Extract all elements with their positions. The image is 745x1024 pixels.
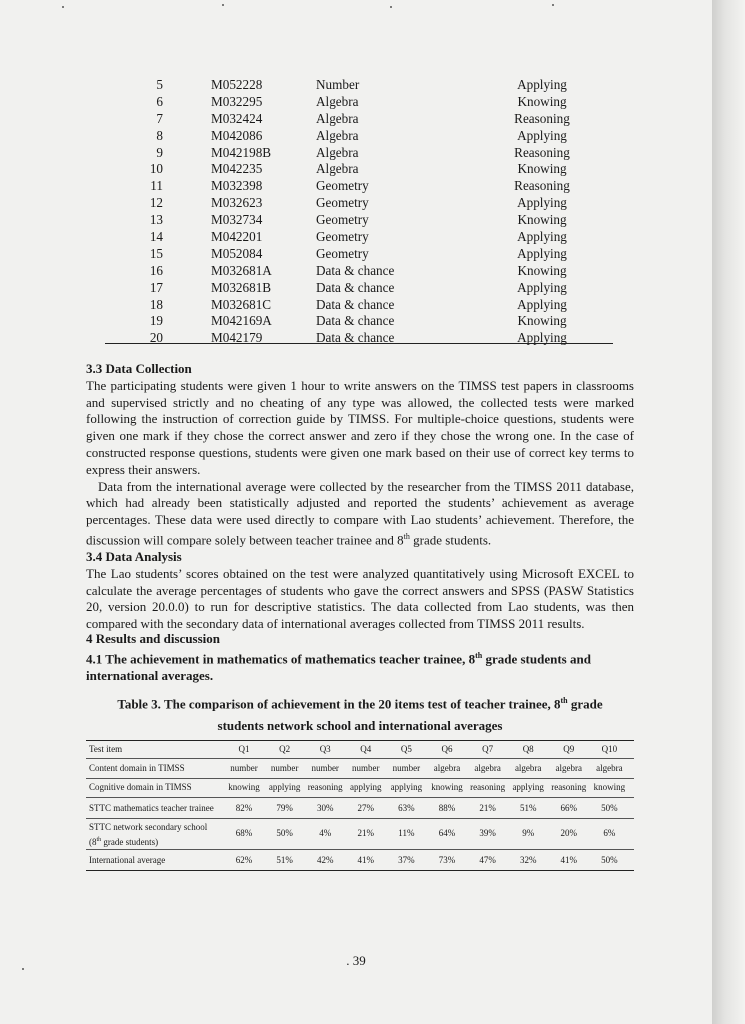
table-row [105,195,613,212]
table-cell: 9% [522,828,535,838]
section-heading: 4 Results and discussion [86,631,221,646]
item-id: M032398 [211,178,263,194]
table-cell: number [392,763,421,773]
table-cell: number [352,763,380,773]
column-header: Q9 [563,744,575,754]
item-number: 12 [149,195,163,211]
cognitive-domain: Knowing [517,212,567,228]
item-number: 16 [149,262,163,278]
column-header: Q2 [279,744,291,754]
cognitive-domain: Applying [517,330,567,346]
item-number: 7 [156,110,163,126]
content-domain: Data & chance [316,313,395,329]
cognitive-domain: Reasoning [514,178,570,194]
content-domain: Algebra [316,110,359,126]
table-row [105,313,613,330]
table-cell: algebra [514,763,542,773]
table-row [105,128,613,145]
content-domain: Algebra [316,144,359,160]
scan-speck [62,6,64,8]
paragraph: Data from the international average were collected by the researcher from the TIMSS 2011 database, which had already been statistically adjusted and reported the students’ achievement as average percentages. These data were used directly to compare with Lao students’ achievement. Therefore, the discussion will compare solely between teacher trainee and 8th grade students. [86,478,634,548]
table-cell: 21% [357,828,375,838]
page-edge-shadow [712,0,745,1024]
table-cell: 51% [519,803,537,813]
item-id: M032681A [211,262,272,278]
item-id: M052228 [211,77,263,92]
scan-speck [222,4,224,6]
table-cell: algebra [433,763,461,773]
column-header: Q3 [319,744,331,754]
table-cell: 50% [601,855,618,865]
table-cell: 82% [235,803,253,813]
table-cell: 88% [438,803,456,813]
cognitive-domain: Applying [517,77,567,92]
scan-speck [22,968,24,970]
table-row: Content domain in TIMSS number number number number number algebra algebra algebra algebra algebra [86,759,634,779]
table-caption: Table 3. The comparison of achievement in the 20 items test of teacher trainee, 8th grade [117,696,603,712]
cognitive-domain: Knowing [517,161,567,177]
cognitive-domain: Reasoning [514,110,570,126]
table-cell: 20% [560,828,578,838]
table-cell: 27% [357,803,375,813]
table-cell: applying [268,782,301,792]
table-cell: reasoning [551,782,587,792]
table-row [105,178,613,195]
table-header-row: Test item Q1 Q2 Q3 Q4 Q5 Q6 Q7 Q8 Q9 Q10 [86,740,634,759]
column-header: Q5 [400,744,412,754]
cognitive-domain: Applying [517,127,567,143]
table-row [105,145,613,162]
table-cell: 41% [357,855,375,865]
table-cell: algebra [555,763,583,773]
table-cell: reasoning [307,782,343,792]
table-cell: 21% [479,803,496,813]
table-cell: algebra [596,763,623,773]
item-number: 5 [156,77,163,92]
table-cell: 41% [560,855,578,865]
table-cell: algebra [474,763,501,773]
table-cell: number [270,763,299,773]
table-row: STTC network secondary school (8th grade students) 68% 50% 4% 21% 11% 64% 39% 9% 20% 6% [86,819,634,850]
table-cell: 37% [398,855,415,865]
item-number: 17 [149,279,163,295]
item-number: 18 [149,296,163,312]
column-header: Q1 [238,744,250,754]
content-domain: Geometry [316,229,369,245]
table-cell: knowing [593,782,626,792]
cognitive-domain: Applying [517,296,567,312]
table-row [105,263,613,280]
table-cell: 32% [519,855,537,865]
content-domain: Geometry [316,245,369,261]
table-cell: 50% [601,803,618,813]
table-cell: number [311,763,339,773]
item-number: 8 [156,127,163,143]
section-heading: 3.4 Data Analysis [86,549,182,565]
table-cell: 63% [398,803,415,813]
item-id: M032295 [211,93,263,109]
table-row [105,111,613,128]
table-row: International average 62% 51% 42% 41% 37% 73% 47% 32% 41% 50% [86,850,634,871]
table-cell: 50% [276,828,293,838]
paragraph: The participating students were given 1 hour to write answers on the TIMSS test papers in classrooms and supervised strictly and no cheating of any type was allowed, the collected tests were marked following the instruction of correction guide by TIMSS. For multiple-choice questions, students were given one mark if they chose the correct answer and zero if they chose the wrong one. In the case of constructed response questions, students were given one mark based on their use of correct key terms to express their answers. [86,377,634,477]
cognitive-domain: Applying [517,245,567,261]
table-row [105,94,613,111]
item-id: M032734 [211,212,263,228]
item-id: M032681B [211,279,272,295]
column-header: Q4 [360,744,372,754]
column-header: Q8 [522,744,534,754]
table-cell: 42% [316,855,334,865]
table-row [105,246,613,263]
item-number: 14 [149,229,163,245]
content-domain: Data & chance [316,330,395,346]
table-bottom-rule [105,343,613,344]
table-cell: 73% [438,855,456,865]
cognitive-domain: Knowing [517,93,567,109]
cognitive-domain: Applying [517,229,567,245]
table-cell: 11% [398,828,415,838]
table-caption-line2: students network school and international averages [217,718,503,733]
cognitive-domain: Applying [517,279,567,295]
section-heading: 3.3 Data Collection [86,361,192,376]
column-header: Q7 [482,744,494,754]
column-header: Q10 [601,744,618,754]
item-number: 19 [149,313,163,329]
item-number: 6 [156,93,163,109]
item-table [105,77,613,347]
table-cell: 6% [603,828,616,838]
table-row [105,77,613,94]
comparison-table [86,740,634,871]
item-id: M052084 [211,245,263,261]
cognitive-domain: Applying [517,195,567,211]
table-cell: knowing [228,782,260,792]
content-domain: Number [316,77,360,92]
table-cell: 62% [235,855,253,865]
table-cell: 68% [235,828,253,838]
item-id: M032623 [211,195,263,211]
table-cell: applying [512,782,544,792]
paragraph: The Lao students’ scores obtained on the test were analyzed quantitatively using Microsoft EXCEL to calculate the average percentages of students who gave the correct answers and SPSS (PASW Statistics 20, version 20.0.0) to run for descriptive statistics. The data collected from Lao students, was then compared with the secondary data of international averages collected from TIMSS 2011 results. [86,565,634,632]
table-row: Cognitive domain in TIMSS knowing applying reasoning applying applying knowing reasoning applying reasoning knowing [86,779,634,798]
scan-speck [552,4,554,6]
table-row [105,330,613,347]
page-number: . 39 [346,953,366,968]
item-id: M042169A [211,313,272,329]
section-results [86,631,634,685]
content-domain: Data & chance [316,279,395,295]
table-cell: 47% [479,855,496,865]
table-row [105,297,613,314]
content-domain: Algebra [316,161,359,177]
table-cell: 30% [316,803,334,813]
item-id: M042201 [211,229,263,245]
table-cell: applying [390,782,423,792]
table-cell: 51% [276,855,293,865]
cognitive-domain: Knowing [517,262,567,278]
column-header: Q6 [441,744,453,754]
item-id: M042086 [211,127,263,143]
table-row [105,280,613,297]
item-number: 15 [149,245,163,261]
table-row: STTC mathematics teacher trainee 82% 79% 30% 27% 63% 88% 21% 51% 66% 50% [86,798,634,819]
content-domain: Geometry [316,212,369,228]
content-domain: Data & chance [316,296,395,312]
content-domain: Geometry [316,178,369,194]
table-cell: 4% [319,828,332,838]
item-number: 10 [149,161,163,177]
item-number: 9 [156,144,163,160]
subsection-heading: 4.1 The achievement in mathematics of mathematics teacher trainee, 8th grade students and international averages. [86,650,591,683]
content-domain: Algebra [316,127,359,143]
table-cell: applying [350,782,382,792]
item-number: 13 [149,212,163,228]
content-domain: Algebra [316,93,359,109]
table-row [105,229,613,246]
table-row [105,161,613,178]
item-id: M042198B [211,144,272,160]
table-cell: reasoning [470,782,506,792]
table-cell: 39% [479,828,496,838]
table-cell: 66% [560,803,578,813]
item-id: M032424 [211,110,263,126]
content-domain: Data & chance [316,262,395,278]
scan-speck [390,6,392,8]
table-cell: number [230,763,258,773]
table-cell: 64% [438,828,456,838]
table-cell: 79% [276,803,293,813]
cognitive-domain: Reasoning [514,144,570,160]
item-id: M042235 [211,161,263,177]
item-id: M032681C [211,296,272,312]
item-number: 11 [150,178,163,194]
section-data-collection [86,361,634,633]
cognitive-domain: Knowing [517,313,567,329]
item-id: M042179 [211,330,263,346]
item-number: 20 [149,330,163,346]
table-row [105,212,613,229]
content-domain: Geometry [316,195,369,211]
table-cell: knowing [431,782,463,792]
